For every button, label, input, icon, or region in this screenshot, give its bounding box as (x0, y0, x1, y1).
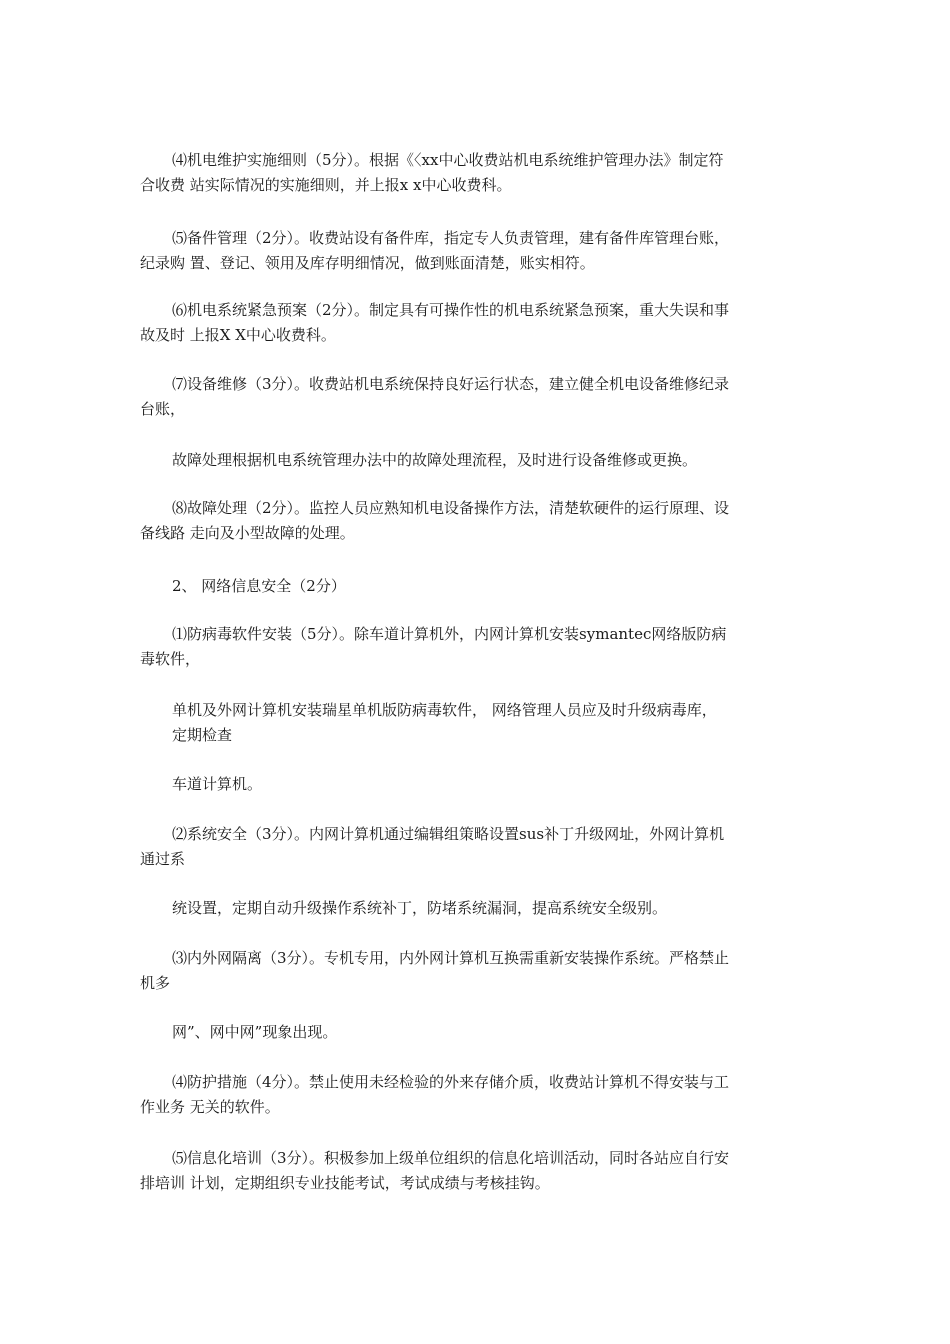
text-line: 统设置，定期自动升级操作系统补丁，防堵系统漏洞，提高系统安全级别。 (172, 899, 668, 917)
paragraph-network-isolation (140, 946, 812, 996)
paragraph-fault-handling-process (140, 448, 812, 473)
text-line: 车道计算机。 (172, 775, 263, 793)
text-line: 合收费 站实际情况的实施细则，并上报x x中心收费科。 (140, 176, 512, 194)
paragraph-protection-measures (140, 1070, 812, 1120)
paragraph-antivirus-standalone (140, 698, 812, 748)
text-line: ⑶内外网隔离（3分）。专机专用，内外网计算机互换需重新安装操作系统。严格禁止 (172, 949, 730, 967)
paragraph-spare-parts (140, 226, 812, 276)
paragraph-system-settings (140, 896, 812, 921)
paragraph-network-phenomenon (140, 1020, 812, 1045)
text-line: ⑴防病毒软件安装（5分）。除车道计算机外，内网计算机安装symantec网络版防病 (172, 625, 727, 643)
text-line: ⑹机电系统紧急预案（2分）。制定具有可操作性的机电系统紧急预案，重大失误和事 (172, 301, 730, 319)
text-line: 通过系 (140, 850, 186, 868)
text-line: 备线路 走向及小型故障的处理。 (140, 524, 355, 542)
text-line: 排培训 计划，定期组织专业技能考试，考试成绩与考核挂钩。 (140, 1174, 550, 1192)
text-line: 单机及外网计算机安装瑞星单机版防病毒软件， 网络管理人员应及时升级病毒库， (172, 701, 717, 719)
text-line: 台账， (140, 400, 186, 418)
text-line: ⑺设备维修（3分）。收费站机电系统保持良好运行状态，建立健全机电设备维修纪录 (172, 375, 730, 393)
text-line: ⑸信息化培训（3分）。积极参加上级单位组织的信息化培训活动，同时各站应自行安 (172, 1149, 730, 1167)
text-line: 作业务 无关的软件。 (140, 1098, 280, 1116)
text-line: ⑸备件管理（2分）。收费站设有备件库，指定专人负责管理，建有备件库管理台账， (172, 229, 730, 247)
text-line: 机多 (140, 974, 171, 992)
text-line: 定期检查 (172, 726, 233, 744)
document-page (140, 0, 812, 1344)
paragraph-fault-handling (140, 496, 812, 546)
text-line: 纪录购 置、登记、领用及库存明细情况，做到账面清楚，账实相符。 (140, 254, 595, 272)
text-line: ⑵系统安全（3分）。内网计算机通过编辑组策略设置sus补丁升级网址，外网计算机 (172, 825, 725, 843)
text-line: 故障处理根据机电系统管理办法中的故障处理流程，及时进行设备维修或更换。 (172, 451, 698, 469)
section-heading-network-security (140, 574, 812, 599)
paragraph-maintenance-rules (140, 148, 812, 198)
paragraph-emergency-plan (140, 298, 812, 348)
text-line: ⑻故障处理（2分）。监控人员应熟知机电设备操作方法，清楚软硬件的运行原理、设 (172, 499, 730, 517)
text-line: 毒软件， (140, 650, 201, 668)
text-line: 故及时 上报X X中心收费科。 (140, 326, 336, 344)
paragraph-lane-computer (140, 772, 812, 797)
paragraph-equipment-repair (140, 372, 812, 422)
paragraph-it-training (140, 1146, 812, 1196)
text-line: 网”、网中网”现象出现。 (172, 1023, 338, 1041)
text-line: ⑷防护措施（4分）。禁止使用未经检验的外来存储介质，收费站计算机不得安装与工 (172, 1073, 730, 1091)
paragraph-system-security (140, 822, 812, 872)
text-line: 2、 网络信息安全（2分） (172, 577, 346, 595)
text-line: ⑷机电维护实施细则（5分）。根据《〈xx中心收费站机电系统维护管理办法》制定符 (172, 151, 724, 169)
paragraph-antivirus (140, 622, 812, 672)
